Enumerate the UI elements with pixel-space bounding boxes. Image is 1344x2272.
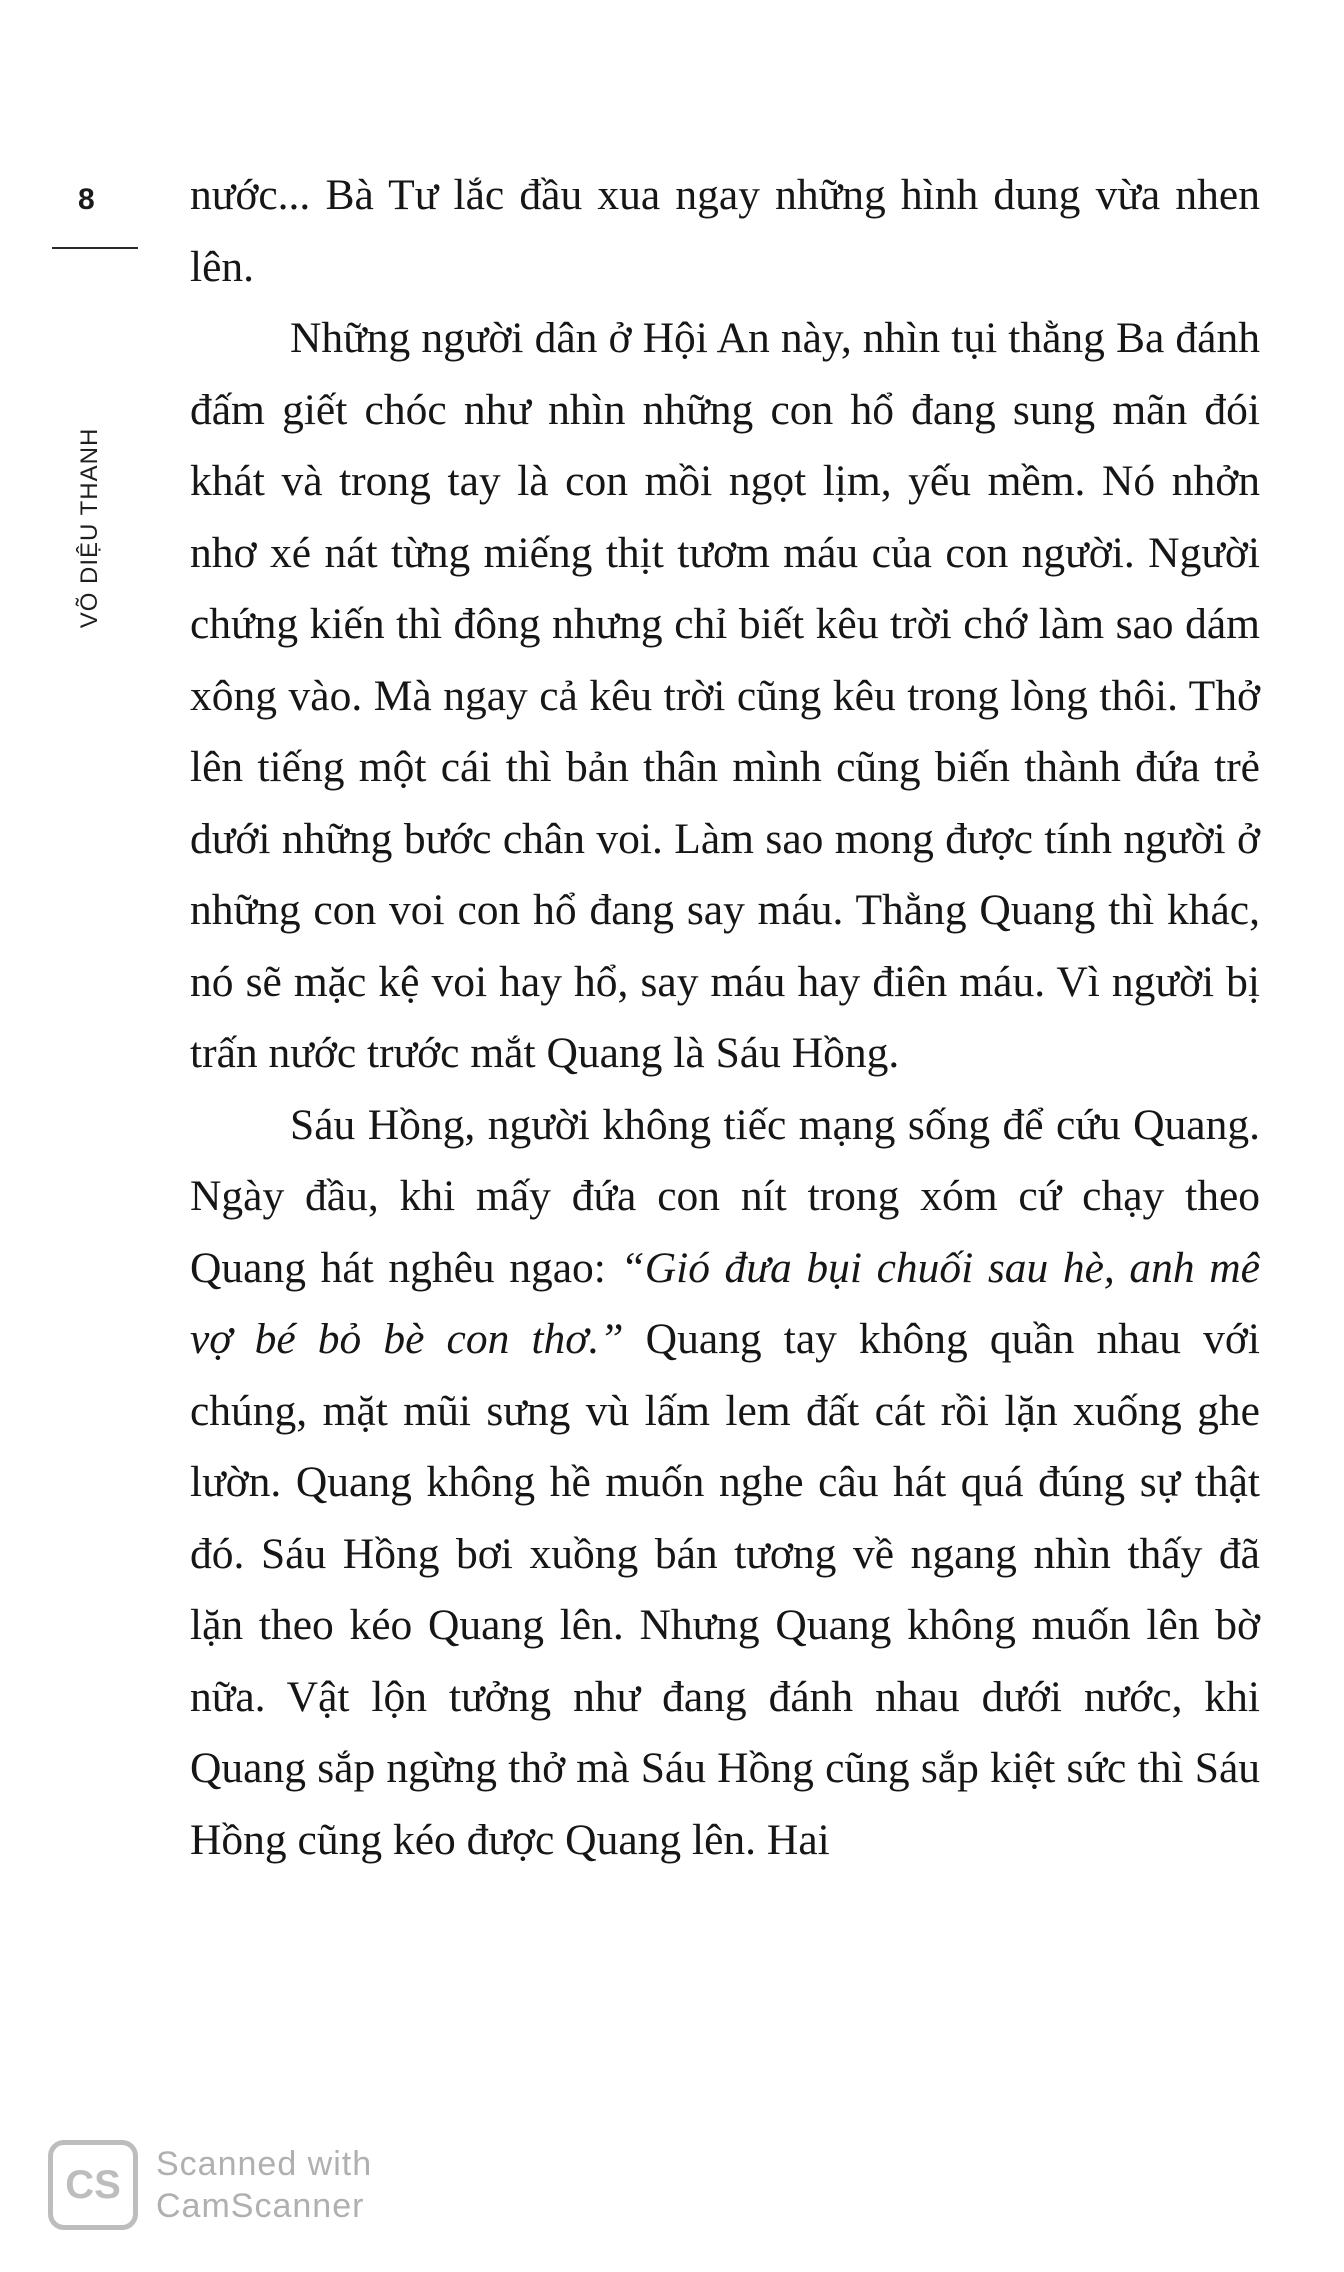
song-quote: “Gió đưa bụi chuối sau hè, anh mê vợ bé bỏ bè con thơ.”: [190, 1243, 1260, 1363]
header-rule: [52, 247, 138, 249]
paragraph-1: nước... Bà Tư lắc đầu xua ngay những hình dung vừa nhen lên.: [190, 171, 1260, 291]
camscanner-logo-icon: CS: [48, 2140, 138, 2230]
running-head-author: VÕ DIỆU THANH: [76, 427, 103, 629]
paragraph-3-rest: Quang tay không quần nhau với chúng, mặt mũi sưng vù lấm lem đất cát rồi lặn xuống ghe lườn. Quang không hề muốn nghe câu hát quá đúng sự thật đó. Sáu Hồng bơi xuồng bán tương về ngang nhìn thấy đã lặn theo kéo Quang lên. Nhưng Quang không muốn lên bờ nữa. Vật lộn tưởng như đang đánh nhau dưới nước, khi Quang sắp ngừng thở mà Sáu Hồng cũng sắp kiệt sức thì Sáu Hồng cũng kéo được Quang lên. Hai: [190, 1315, 1260, 1864]
camscanner-watermark: [48, 2140, 372, 2230]
scanned-with-label: Scanned with: [156, 2145, 373, 2183]
body-text: [190, 160, 1260, 1876]
paragraph-3-lead: Sáu Hồng, người không tiếc mạng sống để cứu Quang. Ngày đầu, khi mấy đứa con nít trong xóm cứ chạy theo Quang hát nghêu ngao:: [190, 1100, 1260, 1292]
paragraph-2: Những người dân ở Hội An này, nhìn tụi thằng Ba đánh đấm giết chóc như nhìn những con hổ đang sung mãn đói khát và trong tay là con mồi ngọt lịm, yếu mềm. Nó nhởn nhơ xé nát từng miếng thịt tươm máu của con người. Người chứng kiến thì đông nhưng chỉ biết kêu trời chớ làm sao dám xông vào. Mà ngay cả kêu trời cũng kêu trong lòng thôi. Thở lên tiếng một cái thì bản thân mình cũng biến thành đứa trẻ dưới những bước chân voi. Làm sao mong được tính người ở những con voi con hổ đang say máu. Thằng Quang thì khác, nó sẽ mặc kệ voi hay hổ, say máu hay điên máu. Vì người bị trấn nước trước mắt Quang là Sáu Hồng.: [190, 314, 1260, 1077]
page-number: 8: [78, 183, 95, 216]
paragraph-3: [190, 1090, 1260, 1877]
camscanner-label: CamScanner: [156, 2187, 365, 2225]
camscanner-text: [156, 2143, 372, 2227]
